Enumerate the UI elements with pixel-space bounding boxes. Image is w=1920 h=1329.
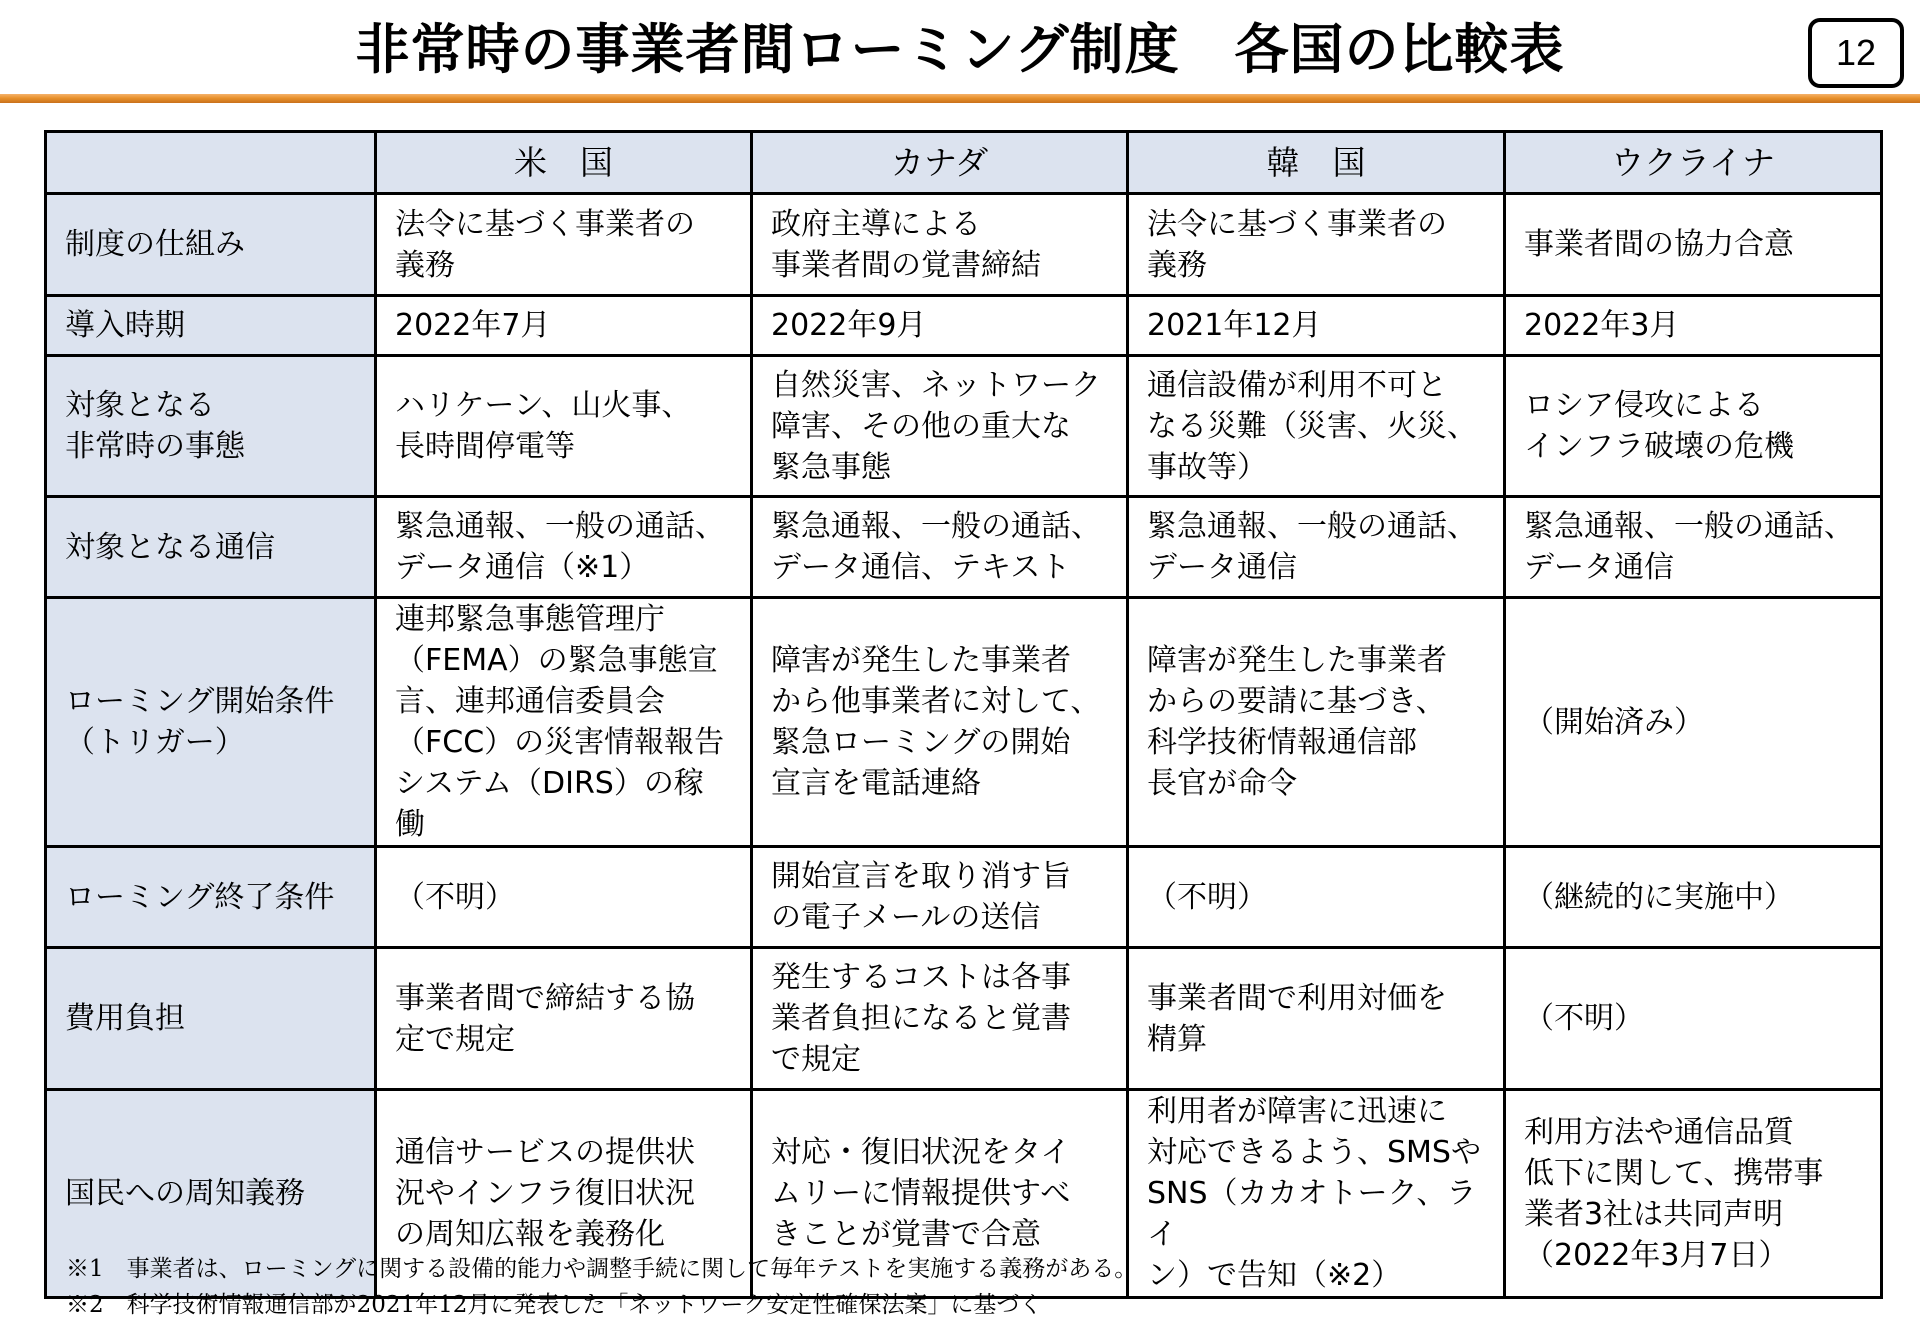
title-underline [0,94,1920,103]
table-row [46,847,1882,948]
table-cell-ukraine: ロシア侵攻による インフラ破壊の危機 [1505,356,1882,497]
table-cell-korea: 2021年12月 [1128,296,1505,356]
column-header-ukraine: ウクライナ [1505,132,1882,194]
table-cell-usa: 連邦緊急事態管理庁 （FEMA）の緊急事態宣 言、連邦通信委員会 （FCC）の災害情報報告 システム（DIRS）の稼働 [376,598,752,847]
table-row [46,497,1882,598]
page-title: 非常時の事業者間ローミング制度 各国の比較表 [355,18,1565,81]
table-cell-canada: 発生するコストは各事 業者負担になると覚書 で規定 [752,948,1128,1090]
table-cell-canada: 緊急通報、一般の通話、 データ通信、テキスト [752,497,1128,598]
footnote-2: ※2 科学技術情報通信部が2021年12月に発表した「ネットワーク安定性確保法案」に基づく [66,1292,1043,1318]
table-cell-korea: 法令に基づく事業者の 義務 [1128,194,1505,296]
comparison-table-body [46,132,1882,1298]
table-cell-korea: 緊急通報、一般の通話、 データ通信 [1128,497,1505,598]
table-cell-korea: 事業者間で利用対価を 精算 [1128,948,1505,1090]
table-row [46,948,1882,1090]
comparison-table [44,130,1883,1299]
table-cell-canada: 開始宣言を取り消す旨 の電子メールの送信 [752,847,1128,948]
table-cell-ukraine: （継続的に実施中） [1505,847,1882,948]
table-cell-usa: （不明） [376,847,752,948]
table-cell-korea: 利用者が障害に迅速に 対応できるよう、SMSや SNS（カカオトーク、ライ ン）で告知（※2） [1128,1090,1505,1298]
row-label: 対象となる通信 [46,497,376,598]
footnote-1: ※1 事業者は、ローミングに関する設備的能力や調整手続に関して毎年テストを実施する義務がある。 [66,1256,1138,1282]
table-cell-usa: ハリケーン、山火事、 長時間停電等 [376,356,752,497]
row-label: 導入時期 [46,296,376,356]
table-cell-canada: 障害が発生した事業者 から他事業者に対して、 緊急ローミングの開始 宣言を電話連絡 [752,598,1128,847]
table-cell-usa: 2022年7月 [376,296,752,356]
table-cell-usa: 事業者間で締結する協 定で規定 [376,948,752,1090]
row-label: 費用負担 [46,948,376,1090]
row-label: ローミング開始条件 （トリガー） [46,598,376,847]
table-cell-ukraine: 2022年3月 [1505,296,1882,356]
page-number: 12 [1808,18,1904,88]
row-label: 対象となる 非常時の事態 [46,356,376,497]
table-cell-canada: 自然災害、ネットワーク 障害、その他の重大な 緊急事態 [752,356,1128,497]
row-label: ローミング終了条件 [46,847,376,948]
column-header-canada: カナダ [752,132,1128,194]
table-cell-korea: 通信設備が利用不可と なる災難（災害、火災、 事故等） [1128,356,1505,497]
table-cell-korea: 障害が発生した事業者 からの要請に基づき、 科学技術情報通信部 長官が命令 [1128,598,1505,847]
table-cell-canada: 2022年9月 [752,296,1128,356]
table-cell-ukraine: （不明） [1505,948,1882,1090]
table-header-row [46,132,1882,194]
table-cell-ukraine: （開始済み） [1505,598,1882,847]
table-cell-ukraine: 利用方法や通信品質 低下に関して、携帯事 業者3社は共同声明 （2022年3月7日） [1505,1090,1882,1298]
column-header-korea: 韓 国 [1128,132,1505,194]
row-label: 国民への周知義務 [46,1090,376,1298]
table-cell-canada: 政府主導による 事業者間の覚書締結 [752,194,1128,296]
row-label: 制度の仕組み [46,194,376,296]
table-cell-korea: （不明） [1128,847,1505,948]
table-row [46,194,1882,296]
table-row [46,296,1882,356]
table-cell-ukraine: 事業者間の協力合意 [1505,194,1882,296]
table-row [46,356,1882,497]
table-corner-cell [46,132,376,194]
table-cell-usa: 通信サービスの提供状 況やインフラ復旧状況 の周知広報を義務化 [376,1090,752,1298]
table-row [46,598,1882,847]
table-cell-canada: 対応・復旧状況をタイ ムリーに情報提供すべ きことが覚書で合意 [752,1090,1128,1298]
table-cell-usa: 法令に基づく事業者の 義務 [376,194,752,296]
column-header-usa: 米 国 [376,132,752,194]
table-cell-ukraine: 緊急通報、一般の通話、 データ通信 [1505,497,1882,598]
table-cell-usa: 緊急通報、一般の通話、 データ通信（※1） [376,497,752,598]
